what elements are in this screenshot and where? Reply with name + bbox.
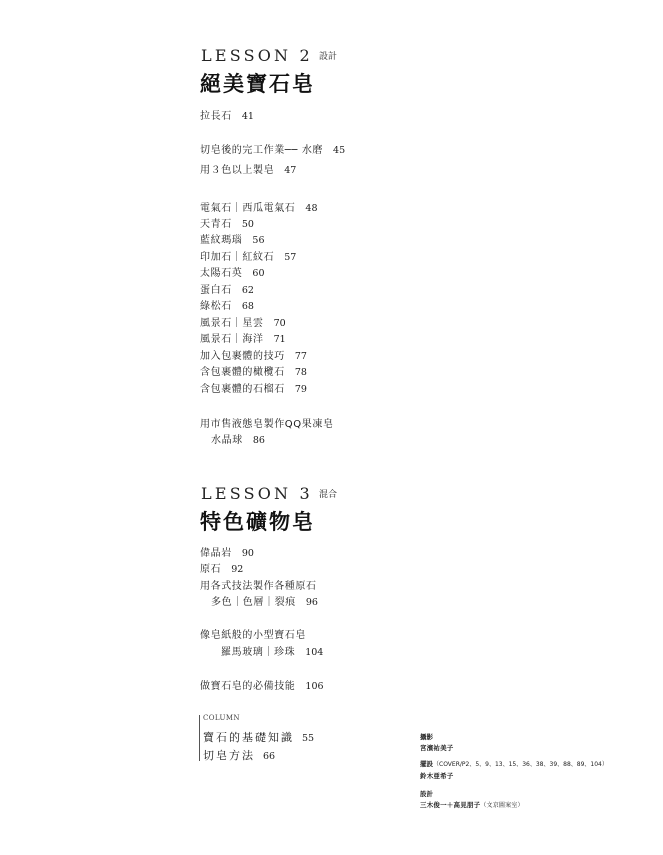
toc-entry[interactable]: 太陽石英 60: [200, 268, 265, 279]
toc-entry[interactable]: 水晶球 86: [211, 435, 265, 446]
credit-photo-label: 攝影: [420, 733, 433, 741]
column-entry[interactable]: 切皂方法 66: [203, 749, 276, 762]
toc-entry[interactable]: 羅馬玻璃｜珍珠 104: [221, 647, 324, 658]
lesson-3-label: LESSON 3: [201, 484, 313, 503]
credit-design-label: 設計: [420, 790, 433, 798]
lesson-2-sub: 設計: [318, 52, 337, 62]
lesson-3-heading: [201, 484, 337, 503]
column-label: COLUMN: [203, 714, 240, 722]
lesson-2-heading: [201, 46, 337, 65]
lesson-2-label: LESSON 2: [201, 46, 313, 65]
column-divider: [199, 715, 200, 761]
toc-entry[interactable]: 含包裹體的石榴石 79: [200, 384, 307, 395]
lesson-3-title: 特色礦物皂: [200, 510, 315, 534]
toc-entry[interactable]: 加入包裹體的技巧 77: [200, 351, 307, 362]
toc-entry[interactable]: 原石 92: [200, 564, 244, 575]
toc-entry[interactable]: 藍紋瑪瑙 56: [200, 235, 265, 246]
credit-styling: 擺設（COVER/P2、5、9、13、15、36、38、39、88、89、104）: [420, 760, 608, 768]
toc-entry[interactable]: 電氣石｜西瓜電氣石 48: [200, 203, 318, 214]
toc-entry[interactable]: 切皂後的完工作業── 水磨 45: [200, 145, 346, 156]
credit-design-name: 三木俊一＋高見朋子（文京圖案室）: [420, 801, 524, 809]
toc-entry[interactable]: 綠松石 68: [200, 301, 254, 312]
toc-entry[interactable]: 含包裹體的橄欖石 78: [200, 367, 307, 378]
toc-entry[interactable]: 蛋白石 62: [200, 285, 254, 296]
toc-entry[interactable]: 拉長石 41: [200, 111, 254, 122]
toc-entry[interactable]: 偉晶岩 90: [200, 548, 254, 559]
credit-photo-name: 宮濱祐美子: [420, 744, 454, 752]
toc-entry[interactable]: 風景石｜海洋 71: [200, 334, 286, 345]
toc-entry[interactable]: 用各式技法製作各種原石: [200, 581, 317, 592]
toc-entry[interactable]: 用市售液態皂製作QQ果凍皂: [200, 419, 334, 430]
column-entry[interactable]: 寶石的基礎知識 55: [203, 731, 315, 744]
lesson-3-sub: 混合: [318, 490, 337, 500]
toc-entry[interactable]: 像皂紙般的小型寶石皂: [200, 630, 306, 641]
toc-entry[interactable]: 天青石 50: [200, 219, 254, 230]
lesson-2-title: 絕美寶石皂: [200, 72, 315, 96]
toc-entry[interactable]: 多色｜色層｜裂痕 96: [211, 597, 318, 608]
toc-entry[interactable]: 做寶石皂的必備技能 106: [200, 681, 324, 692]
toc-entry[interactable]: 印加石｜紅紋石 57: [200, 252, 297, 263]
credit-styling-name: 鈴木亜希子: [420, 772, 454, 780]
toc-entry[interactable]: 用３色以上製皂 47: [200, 165, 297, 176]
toc-entry[interactable]: 風景石｜星雲 70: [200, 318, 286, 329]
